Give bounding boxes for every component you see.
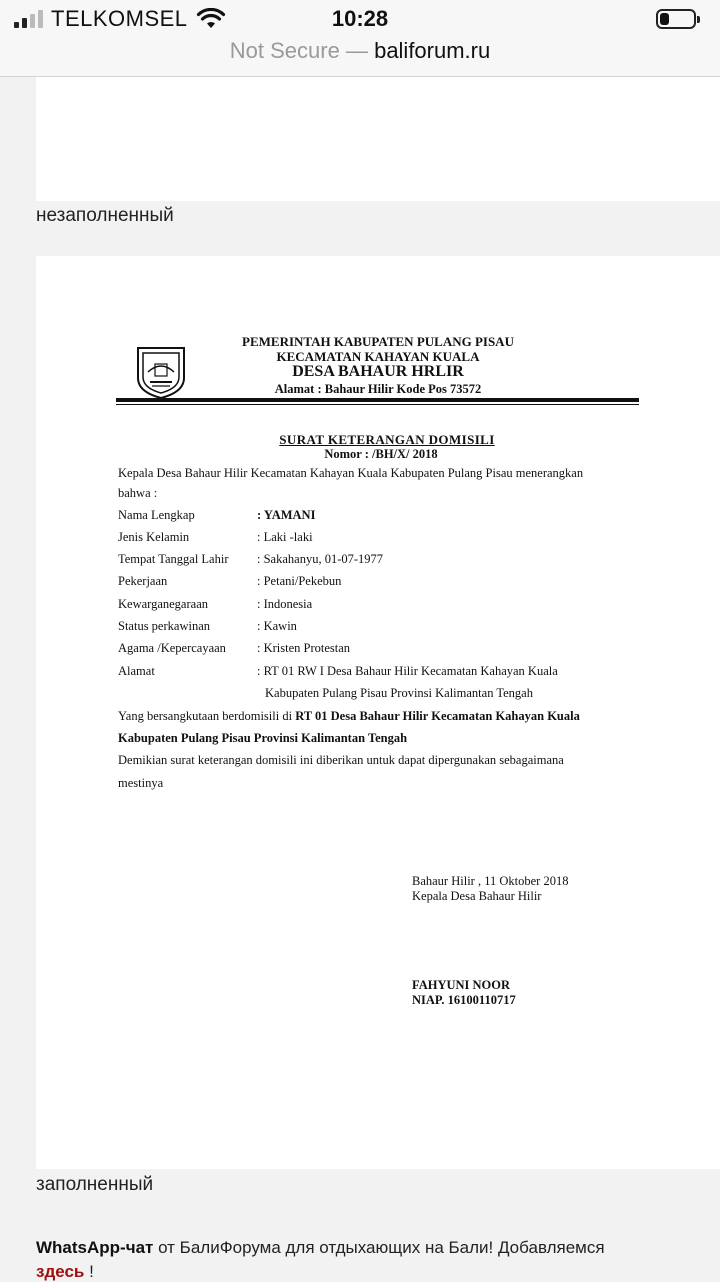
closing-text-cont: mestinya [118,776,164,790]
header-district: KECAMATAN KAHAYAN KUALA [276,349,480,364]
unfilled-form-image [36,77,720,201]
field-value-name: : YAMANI [257,508,316,522]
field-value-marital: : Kawin [257,619,297,633]
status-bar [0,0,720,40]
field-label-citizenship: Kewarganegaraan [118,597,208,611]
closing-text: Demikian surat keterangan domisili ini diberikan untuk dapat dipergunakan sebagaimana [118,753,564,767]
carrier-name: TELKOMSEL [51,6,188,31]
url-bar[interactable] [0,40,720,77]
field-value-address: : RT 01 RW I Desa Bahaur Hilir Kecamatan Kahayan Kuala [257,664,558,678]
caption-unfilled: незаполненный [36,205,174,226]
filled-form-image [36,256,720,1169]
whatsapp-chat-link[interactable]: WhatsApp-чат [36,1238,154,1257]
field-value-religion: : Kristen Protestan [257,641,351,655]
field-value-occupation: : Petani/Pekebun [257,574,342,588]
field-value-citizenship: : Indonesia [257,597,313,611]
field-value-address-cont: Kabupaten Pulang Pisau Provinsi Kalimantan Tengah [265,686,533,700]
url-domain: baliforum.ru [374,38,491,63]
field-label-name: Nama Lengkap [118,508,195,522]
url-separator: — [345,38,368,63]
domicile-statement [118,709,580,724]
signer-name: FAHYUNI NOOR [412,978,511,992]
domicile-prefix: Yang bersangkutaan berdomisili di [118,709,296,723]
join-link-line [36,1262,94,1282]
field-value-birth: : Sakahanyu, 01-07-1977 [257,552,384,566]
signer-title: Kepala Desa Bahaur Hilir [412,889,542,903]
field-value-gender: : Laki -laki [257,530,313,544]
field-label-marital: Status perkawinan [118,619,210,633]
place-date: Bahaur Hilir , 11 Oktober 2018 [412,874,569,888]
signer-id: NIAP. 16100110717 [412,993,516,1007]
join-link[interactable]: здесь [36,1262,85,1281]
join-link-suffix: ! [84,1262,94,1281]
intro-text-cont: bahwa : [118,486,158,500]
domicile-location-cont: Kabupaten Pulang Pisau Provinsi Kalimantan Tengah [118,731,408,745]
whatsapp-promo [36,1238,605,1281]
intro-text: Kepala Desa Bahaur Hilir Kecamatan Kahayan Kuala Kabupaten Pulang Pisau menerangkan [118,466,584,480]
domicile-location: RT 01 Desa Bahaur Hilir Kecamatan Kahayan Kuala [295,709,580,723]
header-government: PEMERINTAH KABUPATEN PULANG PISAU [242,334,514,349]
document-number: Nomor : /BH/X/ 2018 [324,447,438,461]
battery-icon [656,9,696,29]
clock: 10:28 [331,6,389,31]
field-label-religion: Agama /Kepercayaan [118,641,226,655]
promo-text: от БалиФорума для отдыхающих на Бали! Добавляемся [153,1238,605,1257]
caption-filled: заполненный [36,1174,154,1195]
header-village: DESA BAHAUR HRLIR [292,363,464,380]
header-rule-thick [116,398,639,402]
document-title: SURAT KETERANGAN DOMISILI [279,432,495,447]
field-label-birth: Tempat Tanggal Lahir [118,552,229,566]
header-address: Alamat : Bahaur Hilir Kode Pos 73572 [274,382,482,396]
header-rule-thin [116,404,639,405]
field-label-address: Alamat [118,664,155,678]
security-label: Not Secure [229,38,340,63]
field-label-gender: Jenis Kelamin [118,530,190,544]
field-label-occupation: Pekerjaan [118,574,168,588]
